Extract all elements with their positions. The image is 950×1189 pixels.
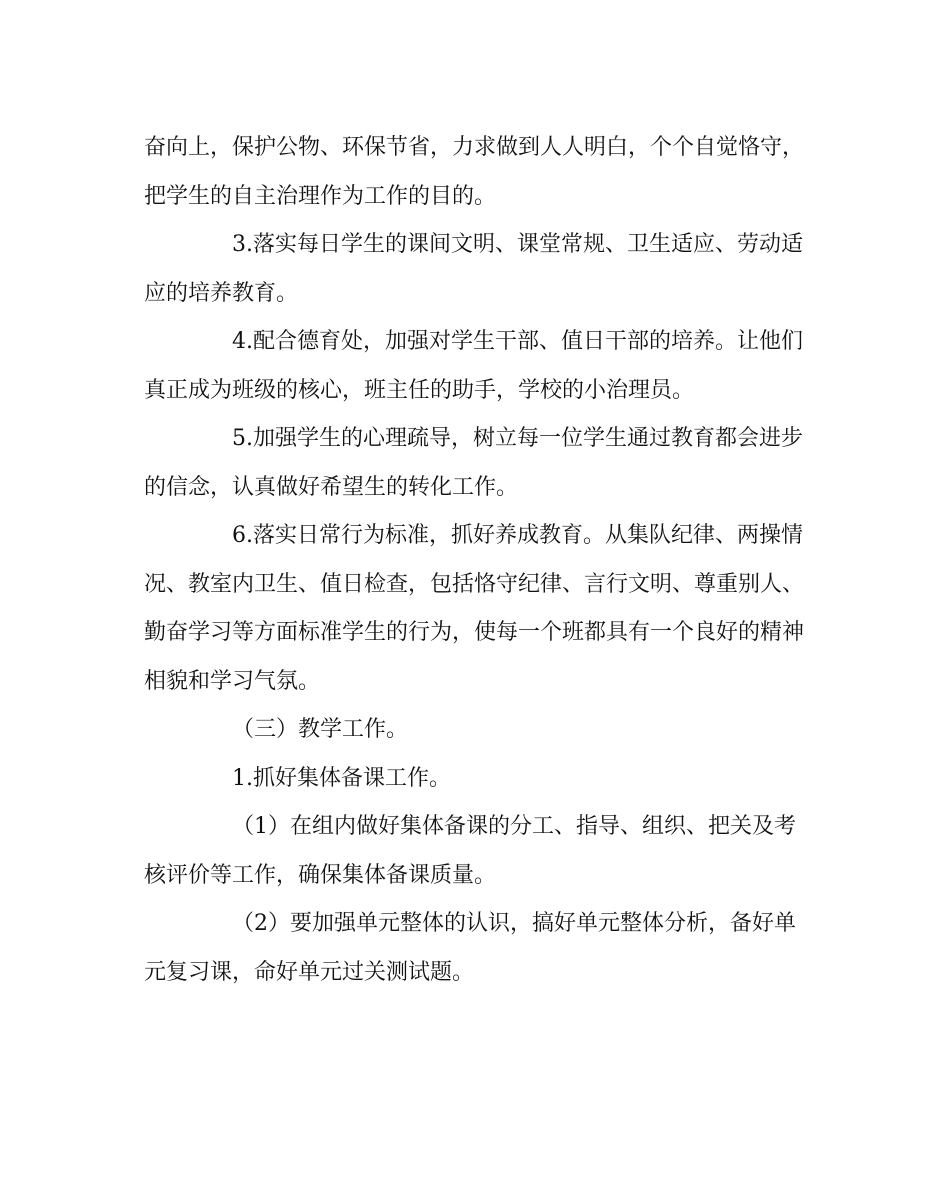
- paragraph-sub-item-2: （2）要加强单元整体的认识，搞好单元整体分析，备好单元复习课，命好单元过关测试题。: [144, 911, 796, 985]
- paragraph-item-5: 5.加强学生的心理疏导，树立每一位学生通过教育都会进步的信念，认真做好希望生的转化工作。: [144, 426, 803, 500]
- section-heading-teaching: （三）教学工作。: [232, 717, 409, 742]
- paragraph-sub-item-1: （1）在组内做好集体备课的分工、指导、组织、把关及考核评价等工作，确保集体备课质量。: [144, 814, 796, 888]
- document-body: [144, 124, 808, 997]
- subheading-collective-lesson-prep: 1.抓好集体备课工作。: [232, 765, 451, 791]
- paragraph-item-6: 6.落实日常行为标准，抓好养成教育。从集队纪律、两操情况、教室内卫生、值日检查，包括恪守纪律、言行文明、尊重别人、勤奋学习等方面标准学生的行为，使每一个班都具有一个良好的精神相貌和学习气氛。: [144, 523, 805, 694]
- paragraph-continuation: 奋向上，保护公物、环保节省，力求做到人人明白，个个自觉恪守，把学生的自主治理作为工作的目的。: [144, 135, 805, 209]
- paragraph-item-3: 3.落实每日学生的课间文明、课堂常规、卫生适应、劳动适应的培养教育。: [144, 232, 803, 306]
- paragraph-item-4: 4.配合德育处，加强对学生干部、值日干部的培养。让他们真正成为班级的核心，班主任的助手，学校的小治理员。: [144, 329, 803, 403]
